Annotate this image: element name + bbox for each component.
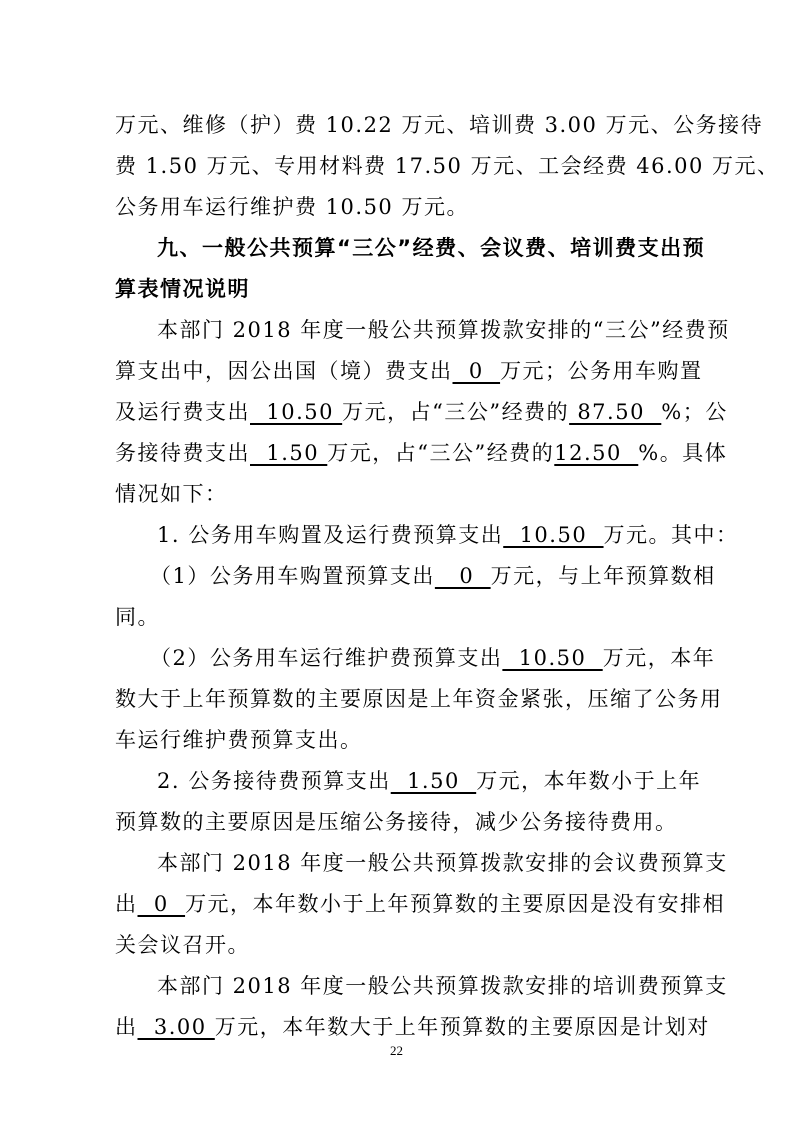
- item2-text: 万元，本年数小于上年: [476, 769, 702, 793]
- intro-line-5: 情况如下：: [115, 482, 228, 506]
- intro-text: %；公: [661, 400, 728, 424]
- item2-line-2: 预算数的主要原因是压缩公务接待，减少公务接待费用。: [115, 810, 678, 834]
- training-line-2: [115, 1012, 710, 1042]
- meeting-value: 0: [137, 892, 186, 916]
- prev-para-line-1: 万元、维修（护）费 10.22 万元、培训费 3.00 万元、公务接待: [115, 113, 764, 137]
- item1-sub1-text: （1）公务用车购置预算支出: [150, 564, 435, 588]
- intro-text: 万元，占“三公”经费的: [327, 441, 555, 465]
- intro-line-3: [115, 397, 728, 427]
- prev-para-line-2: 费 1.50 万元、专用材料费 17.50 万元、工会经费 46.00 万元、: [115, 154, 780, 178]
- training-text: 出: [115, 1015, 138, 1039]
- item1-sub1-line-1: [150, 561, 716, 591]
- item1-value: 10.50: [503, 523, 604, 547]
- section-heading-line-2: 算表情况说明: [115, 277, 250, 301]
- item2-line-1: [157, 766, 702, 796]
- item1-sub1-line-2: 同。: [115, 605, 160, 629]
- item2-text: 2. 公务接待费预算支出: [157, 769, 391, 793]
- meeting-line-2: [115, 889, 726, 919]
- item1-sub2-line-2: 数大于上年预算数的主要原因是上年资金紧张，压缩了公务用: [115, 687, 723, 711]
- intro-text: 万元；公务用车购置: [500, 359, 703, 383]
- section-heading-line-1: 九、一般公共预算“三公”经费、会议费、培训费支出预: [157, 236, 706, 260]
- intro-text: 务接待费支出: [115, 441, 250, 465]
- page-number: 22: [390, 1043, 403, 1058]
- intro-line-1: 本部门 2018 年度一般公共预算拨款安排的“三公”经费预: [157, 318, 730, 342]
- item1-sub2-line-1: [150, 643, 716, 673]
- item1-text: 万元。其中：: [603, 523, 739, 547]
- item1-sub1-value: 0: [434, 564, 491, 588]
- intro-text: %。具体: [638, 441, 728, 465]
- item1-sub1-text: 万元，与上年预算数相: [490, 564, 716, 588]
- meeting-text: 万元，本年数小于上年预算数的主要原因是没有安排相: [185, 892, 726, 916]
- intro-text: 及运行费支出: [115, 400, 250, 424]
- meeting-line-1: 本部门 2018 年度一般公共预算拨款安排的会议费预算支: [157, 851, 728, 875]
- prev-para-line-3: 公务用车运行维护费 10.50 万元。: [115, 195, 469, 219]
- reception-cost-value: 1.50: [250, 441, 328, 465]
- training-value: 3.00: [137, 1015, 215, 1039]
- abroad-cost-value: 0: [452, 359, 501, 383]
- intro-line-2: [115, 356, 703, 386]
- intro-text: 万元，占“三公”经费的: [342, 400, 570, 424]
- item1-sub2-value: 10.50: [502, 646, 603, 670]
- intro-line-4: [115, 438, 728, 468]
- meeting-line-3: 关会议召开。: [115, 933, 250, 957]
- training-text: 万元，本年数大于上年预算数的主要原因是计划对: [214, 1015, 710, 1039]
- vehicle-cost-value: 10.50: [250, 400, 343, 424]
- intro-text: 算支出中，因公出国（境）费支出: [115, 359, 453, 383]
- item1-sub2-text: 万元，本年: [602, 646, 716, 670]
- vehicle-share-value: 87.50: [569, 400, 662, 424]
- reception-share-value: 12.50: [554, 441, 639, 465]
- item1-line-1: [157, 520, 739, 550]
- item1-sub2-text: （2）公务用车运行维护费预算支出: [150, 646, 503, 670]
- meeting-text: 出: [115, 892, 138, 916]
- item1-text: 1. 公务用车购置及运行费预算支出: [157, 523, 504, 547]
- training-line-1: 本部门 2018 年度一般公共预算拨款安排的培训费预算支: [157, 974, 728, 998]
- item1-sub2-line-3: 车运行维护费预算支出。: [115, 728, 363, 752]
- item2-value: 1.50: [390, 769, 477, 793]
